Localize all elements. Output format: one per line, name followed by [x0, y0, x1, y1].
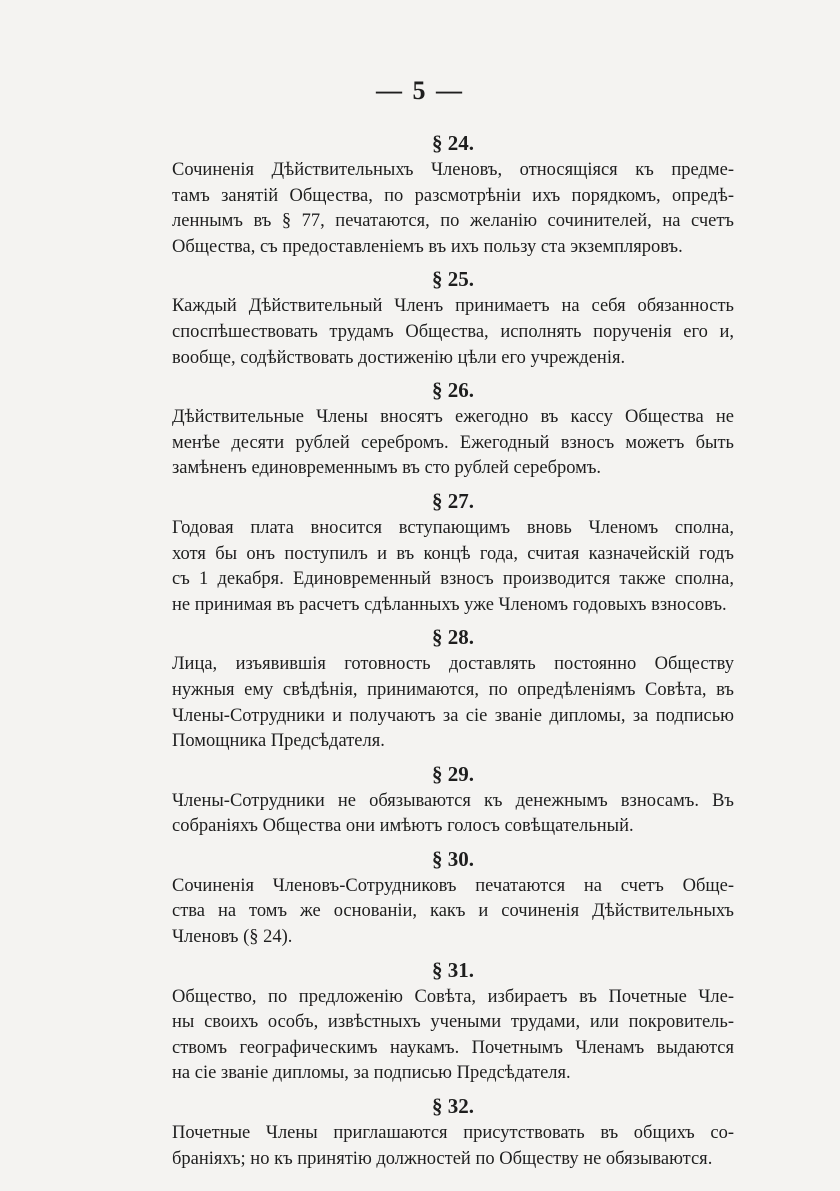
- text-line: менѣе десяти рублей серебромъ. Ежегодный взносъ можетъ быть: [172, 432, 734, 453]
- text-line: Помощника Предсѣдателя.: [172, 731, 385, 752]
- section-paragraph: [172, 516, 734, 618]
- section-paragraph: [172, 874, 734, 951]
- text-line: Члены-Сотрудники не обязываются къ денежнымъ взносамъ. Въ: [172, 790, 734, 811]
- section-heading: § 26.: [432, 378, 474, 403]
- text-line: хотя бы онъ поступилъ и въ концѣ года, считая казначейскій годъ: [172, 543, 734, 564]
- section-paragraph: [172, 985, 734, 1087]
- text-line: Годовая плата вносится вступающимъ вновь Членомъ сполна,: [172, 517, 734, 538]
- section-25: [172, 264, 734, 375]
- text-line: собраніяхъ Общества они имѣютъ голосъ совѣщательный.: [172, 816, 634, 837]
- section-heading: § 32.: [432, 1094, 474, 1119]
- section-31: [172, 955, 734, 1091]
- text-line: споспѣшествовать трудамъ Общества, исполнять порученія его и,: [172, 321, 734, 342]
- text-line: Членовъ (§ 24).: [172, 927, 293, 948]
- text-line: ны своихъ особъ, извѣстныхъ учеными трудами, или покровитель-: [172, 1012, 734, 1033]
- section-heading: § 29.: [432, 761, 474, 786]
- section-paragraph: [172, 1121, 734, 1172]
- text-line: Почетные Члены приглашаются присутствовать въ общихъ со-: [172, 1123, 734, 1144]
- section-heading: § 24.: [432, 131, 474, 155]
- text-line: леннымъ въ § 77, печатаются, по желанію сочинителей, на счетъ: [172, 211, 734, 232]
- text-line: Общества, съ предоставленіемъ въ ихъ пользу ста экземпляровъ.: [172, 236, 683, 257]
- section-heading: § 27.: [432, 488, 474, 513]
- text-line: Каждый Дѣйствительный Членъ принимаетъ на себя обязанность: [172, 296, 734, 317]
- section-paragraph: [172, 789, 734, 840]
- section-heading: § 30.: [432, 846, 474, 871]
- section-32: [172, 1091, 734, 1176]
- text-line: ствомъ географическимъ наукамъ. Почетнымъ Членамъ выдаются: [172, 1037, 734, 1058]
- section-heading: § 31.: [432, 957, 474, 982]
- text-line: ства на томъ же основаніи, какъ и сочиненія Дѣйствительныхъ: [172, 901, 734, 922]
- text-line: вообще, содѣйствовать достиженію цѣли его учрежденія.: [172, 347, 626, 368]
- page-number: — 5 —: [376, 76, 464, 105]
- text-line: съ 1 декабря. Единовременный взносъ производится также сполна,: [172, 569, 734, 590]
- text-line: браніяхъ; но къ принятію должностей по Обществу не обязываются.: [172, 1148, 713, 1169]
- section-heading: § 28.: [432, 625, 474, 650]
- section-heading: § 25.: [432, 267, 474, 292]
- section-29: [172, 759, 734, 844]
- section-paragraph: [172, 294, 734, 371]
- section-paragraph: [172, 158, 734, 260]
- text-line: Члены-Сотрудники и получаютъ за сіе званіе дипломы, за подписью: [172, 705, 734, 726]
- text-line: Лица, изъявившія готовность доставлять постоянно Обществу: [172, 654, 734, 675]
- section-24: [172, 128, 734, 264]
- section-30: [172, 844, 734, 955]
- text-line: Сочиненія Дѣйствительныхъ Членовъ, относящіяся къ предме-: [172, 160, 734, 180]
- section-26: [172, 375, 734, 486]
- text-line: Общество, по предложенію Совѣта, избираетъ въ Почетные Чле-: [172, 986, 734, 1007]
- section-gap: [172, 1172, 734, 1176]
- text-line: не принимая въ расчетъ сдѣланныхъ уже Членомъ годовыхъ взносовъ.: [172, 594, 727, 615]
- text-line: Дѣйствительные Члены вносятъ ежегодно въ кассу Общества не: [172, 407, 734, 428]
- section-27: [172, 486, 734, 622]
- section-paragraph: [172, 652, 734, 754]
- section-28: [172, 622, 734, 758]
- section-paragraph: [172, 405, 734, 482]
- page-body: [172, 128, 734, 1176]
- text-line: тамъ занятій Общества, по разсмотрѣніи ихъ порядкомъ, опредѣ-: [172, 185, 734, 206]
- text-line: замѣненъ единовременнымъ въ сто рублей серебромъ.: [172, 458, 602, 479]
- text-line: на сіе званіе дипломы, за подписью Предсѣдателя.: [172, 1063, 571, 1084]
- text-line: нужныя ему свѣдѣнія, принимаются, по опредѣленіямъ Совѣта, въ: [172, 679, 734, 700]
- text-line: Сочиненія Членовъ-Сотрудниковъ печатаются на счетъ Обще-: [172, 875, 734, 896]
